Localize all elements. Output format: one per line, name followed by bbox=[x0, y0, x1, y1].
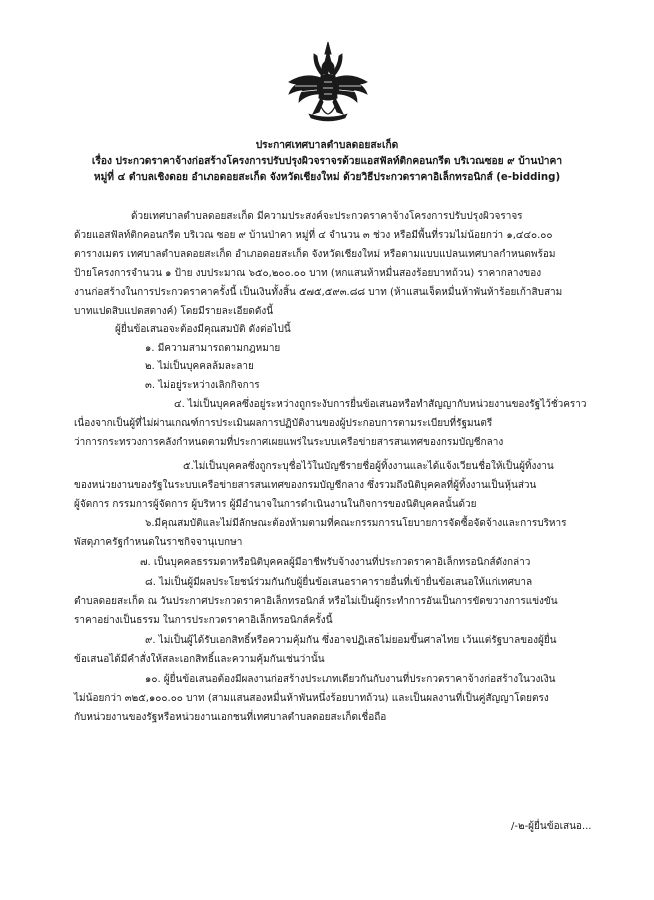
qualification-item: ๑๐. ผู้ยื่นข้อเสนอต้องมีผลงานก่อสร้างประเภทเดียวกันกับงานที่ประกวดราคาจ้างก่อสร้างในวงเงิน bbox=[145, 674, 556, 685]
page-title: ประกาศเทศบาลตำบลดอยสะเก็ด bbox=[255, 140, 399, 151]
body-line: ป้ายโครงการจำนวน ๑ ป้าย งบประมาณ ๖๕๐,๒๐๐.๐๐ บาท (หกแสนห้าหมื่นสองร้อยบาทถ้วน) ราคากลางของ bbox=[74, 268, 542, 279]
body-line: งานก่อสร้างในการประกวดราคาครั้งนี้ เป็นเงินทั้งสิ้น ๕๗๕,๕๙๓.๘๘ บาท (ห้าแสนเจ็ดหมื่นห้าพันห้าร้อยเก้าสิบสาม bbox=[74, 287, 563, 298]
body-line: ข้อเสนอได้มีคำสั่งให้สละเอกสิทธิ์และความคุ้มกันเช่นว่านั้น bbox=[74, 654, 325, 665]
qualification-item: ๗. เป็นบุคคลธรรมดาหรือนิติบุคคลผู้มีอาชีพรับจ้างงานที่ประกวดราคาอิเล็กทรอนิกส์ดังกล่าว bbox=[140, 557, 531, 568]
body-line: บาทแปดสิบแปดสตางค์) โดยมีรายละเอียดดังนี้ bbox=[74, 306, 274, 317]
body-line: ตารางเมตร เทศบาลตำบลดอยสะเก็ด อำเภอดอยสะเก็ด จังหวัดเชียงใหม่ หรือตามแบบแปลนเทศบาลกำหนดพร้อม bbox=[74, 249, 556, 260]
body-line: ผู้จัดการ กรรมการผู้จัดการ ผู้บริหาร ผู้มีอำนาจในการดำเนินงานในกิจการของนิติบุคคลนั้นด้วย bbox=[74, 499, 477, 510]
qualification-item: ๔. ไม่เป็นบุคคลซึ่งอยู่ระหว่างถูกระงับการยื่นข้อเสนอหรือทำสัญญากับหน่วยงานของรัฐไว้ชั่วคราว bbox=[174, 399, 587, 410]
body-line: ด้วยแอสฟัลท์ติกคอนกรีต บริเวณ ซอย ๙ บ้านป่าคา หมู่ที่ ๔ จำนวน ๓ ช่วง หรือมีพื้นที่รวมไม่น้อยกว่า ๑,๔๔๐.๐๐ bbox=[74, 230, 553, 241]
qualification-item: ๒. ไม่เป็นบุคคลล้มละลาย bbox=[145, 361, 254, 372]
body-line: ไม่น้อยกว่า ๓๒๕,๑๐๐.๐๐ บาท (สามแสนสองหมื่นห้าพันหนึ่งร้อยบาทถ้วน) และเป็นผลงานที่เป็นคู่สัญญาโดยตรง bbox=[74, 693, 549, 704]
qualification-item: ๕.ไม่เป็นบุคคลซึ่งถูกระบุชื่อไว้ในบัญชีรายชื่อผู้ทิ้งงานและได้แจ้งเวียนชื่อให้เป็นผู้ทิ้งงาน bbox=[183, 461, 554, 472]
body-line: ของหน่วยงานของรัฐในระบบเครือข่ายสารสนเทศของกรมบัญชีกลาง ซึ่งรวมถึงนิติบุคคลที่ผู้ทิ้งงานเป็นหุ้นส่วน bbox=[74, 480, 537, 491]
body-line: เนื่องจากเป็นผู้ที่ไม่ผ่านเกณฑ์การประเมินผลการปฏิบัติงานของผู้ประกอบการตามระเบียบที่รัฐมนตรี bbox=[74, 418, 493, 429]
qualification-item: ๘. ไม่เป็นผู้มีผลประโยชน์ร่วมกันกับผู้ยื่นข้อเสนอราคารายอื่นที่เข้ายื่นข้อเสนอให้แก่เทศบาล bbox=[145, 577, 533, 588]
qualification-item: ๙. ไม่เป็นผู้ได้รับเอกสิทธิ์หรือความคุ้มกัน ซึ่งอาจปฏิเสธไม่ยอมขึ้นศาลไทย เว้นแต่รัฐบาลของผู้ยื่น bbox=[145, 635, 557, 646]
body-line: ว่าการกระทรวงการคลังกำหนดตามที่ประกาศเผยแพร่ในระบบเครือข่ายสารสนเทศของกรมบัญชีกลาง bbox=[74, 437, 504, 448]
body-line: พัสดุภาครัฐกำหนดในราชกิจจานุเบกษา bbox=[74, 537, 243, 548]
body-line: ตำบลดอยสะเก็ด ณ วันประกาศประกวดราคาอิเล็กทรอนิกส์ หรือไม่เป็นผู้กระทำการอันเป็นการขัดขวางการแข่งขัน bbox=[74, 596, 558, 607]
body-line: ราคาอย่างเป็นธรรม ในการประกวดราคาอิเล็กทรอนิกส์ครั้งนี้ bbox=[74, 615, 333, 626]
qualification-item: ๑. มีความสามารถตามกฎหมาย bbox=[145, 343, 281, 354]
subject-line-2: หมู่ที่ ๔ ตำบลเชิงดอย อำเภอดอยสะเก็ด จังหวัดเชียงใหม่ ด้วยวิธีประกวดราคาอิเล็กทรอนิกส์ (e-bidding) bbox=[93, 172, 561, 183]
page-continuation: /-๒-ผู้ยื่นข้อเสนอ... bbox=[511, 821, 592, 832]
body-line: กับหน่วยงานของรัฐหรือหน่วยงานเอกชนที่เทศบาลตำบลดอยสะเก็ดเชื่อถือ bbox=[74, 712, 387, 723]
garuda-emblem-icon bbox=[283, 40, 373, 128]
body-line: ด้วยเทศบาลตำบลดอยสะเก็ด มีความประสงค์จะประกวดราคาจ้างโครงการปรับปรุงผิวจราจร bbox=[131, 211, 523, 222]
qualification-item: ๓. ไม่อยู่ระหว่างเลิกกิจการ bbox=[145, 380, 260, 391]
subject-line-1: เรื่อง ประกวดราคาจ้างก่อสร้างโครงการปรับปรุงผิวจราจรด้วยแอสฟัลท์ติกคอนกรีต บริเวณซอย ๙ บ้านป่าคา bbox=[91, 156, 563, 167]
qualification-item: ๖.มีคุณสมบัติและไม่มีลักษณะต้องห้ามตามที่คณะกรรมการนโยบายการจัดซื้อจัดจ้างและการบริหาร bbox=[145, 518, 567, 529]
qualification-intro: ผู้ยื่นข้อเสนอจะต้องมีคุณสมบัติ ดังต่อไปนี้ bbox=[115, 324, 291, 335]
